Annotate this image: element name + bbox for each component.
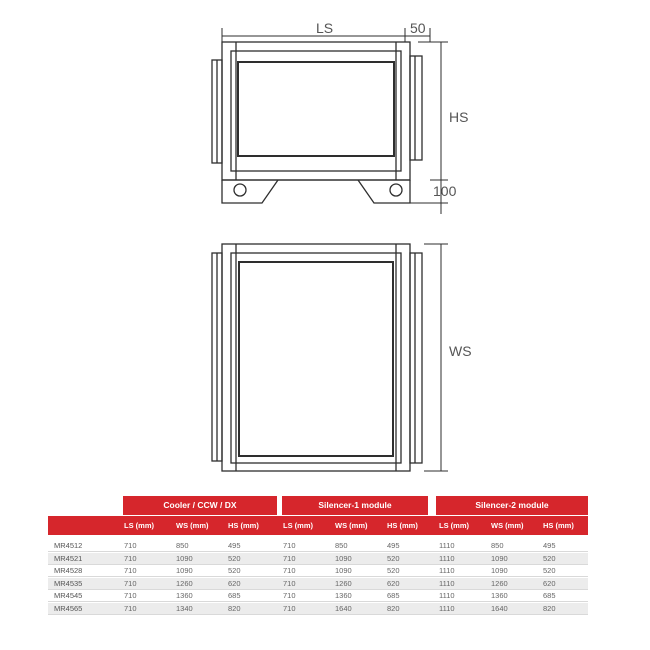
table-cell: 1360 <box>176 591 193 600</box>
table-cell: 710 <box>283 578 296 588</box>
table-cell: 1260 <box>335 578 352 588</box>
table-cell: 1090 <box>335 566 352 575</box>
table-cell: 1090 <box>176 566 193 575</box>
table-cell: 1360 <box>491 591 508 600</box>
table-cell: 1340 <box>176 603 193 613</box>
column-header: LS (mm) <box>124 521 154 530</box>
dim-label-100: 100 <box>433 183 457 199</box>
table-cell: 820 <box>228 603 241 613</box>
table-cell: 1110 <box>439 578 455 588</box>
table-row <box>48 540 588 552</box>
table-cell: 1110 <box>439 603 455 613</box>
table-cell: 710 <box>124 566 137 575</box>
table-cell: 620 <box>228 578 241 588</box>
column-header: WS (mm) <box>176 521 209 530</box>
table-cell: 1640 <box>491 603 508 613</box>
table-cell: 1110 <box>439 541 455 550</box>
group-header-silencer-1: Silencer-1 module <box>282 496 428 515</box>
table-cell: 620 <box>543 578 556 588</box>
table-row <box>48 565 588 577</box>
table-cell: 685 <box>543 591 556 600</box>
column-header-row <box>48 516 588 535</box>
table-cell: 820 <box>387 603 400 613</box>
table-cell: 710 <box>124 553 137 563</box>
group-header-cooler: Cooler / CCW / DX <box>123 496 277 515</box>
table-cell: 710 <box>283 591 296 600</box>
spec-table <box>0 496 650 636</box>
model-name: MR4545 <box>54 591 83 600</box>
dim-label-ws: WS <box>449 343 472 359</box>
table-cell: 710 <box>283 603 296 613</box>
table-cell: 1110 <box>439 566 455 575</box>
table-cell: 820 <box>543 603 556 613</box>
table-cell: 710 <box>124 591 137 600</box>
model-name: MR4528 <box>54 566 83 575</box>
dim-label-50: 50 <box>410 20 426 36</box>
table-cell: 620 <box>387 578 400 588</box>
table-cell: 1260 <box>176 578 193 588</box>
table-cell: 1090 <box>335 553 352 563</box>
table-cell: 1110 <box>439 553 455 563</box>
dim-label-ls: LS <box>316 20 334 36</box>
side-view <box>212 28 448 214</box>
top-view <box>212 244 448 471</box>
table-cell: 850 <box>176 541 189 550</box>
table-cell: 1640 <box>335 603 352 613</box>
group-header-silencer-2: Silencer-2 module <box>436 496 588 515</box>
table-row <box>48 553 588 565</box>
table-cell: 495 <box>543 541 556 550</box>
table-cell: 1090 <box>491 553 508 563</box>
table-cell: 1360 <box>335 591 352 600</box>
table-cell: 1090 <box>176 553 193 563</box>
table-cell: 495 <box>387 541 400 550</box>
table-cell: 520 <box>228 553 241 563</box>
table-row <box>48 578 588 590</box>
column-header: WS (mm) <box>335 521 368 530</box>
table-cell: 1110 <box>439 591 455 600</box>
model-name: MR4535 <box>54 578 83 588</box>
table-cell: 710 <box>283 566 296 575</box>
column-header: HS (mm) <box>387 521 418 530</box>
table-row <box>48 603 588 615</box>
model-name: MR4565 <box>54 603 83 613</box>
table-cell: 850 <box>491 541 504 550</box>
table-cell: 710 <box>283 553 296 563</box>
model-name: MR4521 <box>54 553 83 563</box>
column-header: HS (mm) <box>228 521 259 530</box>
table-cell: 710 <box>124 578 137 588</box>
table-cell: 520 <box>387 566 400 575</box>
column-header: LS (mm) <box>283 521 313 530</box>
table-cell: 1090 <box>491 566 508 575</box>
table-cell: 520 <box>228 566 241 575</box>
table-cell: 710 <box>124 603 137 613</box>
table-cell: 850 <box>335 541 348 550</box>
table-row <box>48 590 588 602</box>
table-cell: 685 <box>387 591 400 600</box>
column-header: WS (mm) <box>491 521 524 530</box>
table-cell: 520 <box>543 566 556 575</box>
table-cell: 685 <box>228 591 241 600</box>
table-cell: 710 <box>124 541 137 550</box>
dim-label-hs: HS <box>449 109 469 125</box>
column-header: HS (mm) <box>543 521 574 530</box>
table-cell: 495 <box>228 541 241 550</box>
table-cell: 710 <box>283 541 296 550</box>
table-cell: 1260 <box>491 578 508 588</box>
model-name: MR4512 <box>54 541 83 550</box>
column-header: LS (mm) <box>439 521 469 530</box>
table-cell: 520 <box>387 553 400 563</box>
table-cell: 520 <box>543 553 556 563</box>
